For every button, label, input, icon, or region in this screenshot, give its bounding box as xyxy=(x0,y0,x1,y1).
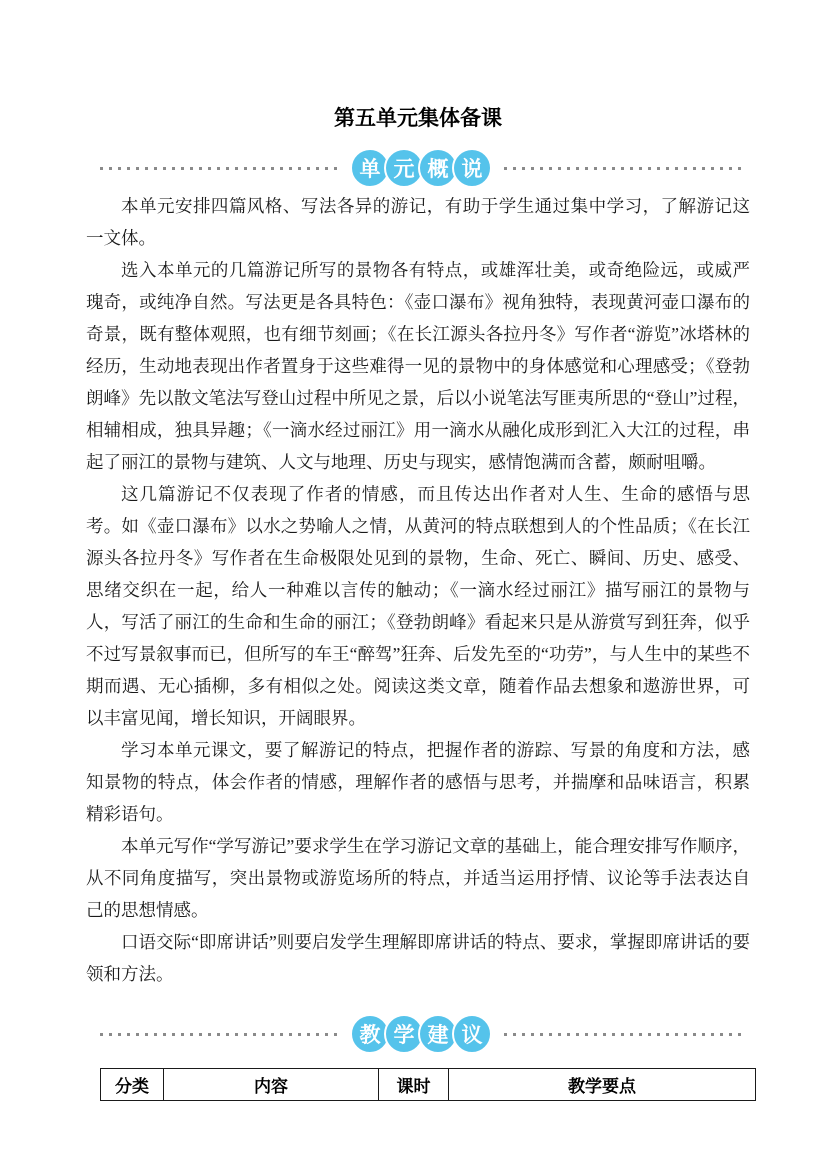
table-header-category: 分类 xyxy=(101,1069,164,1101)
overview-paragraph: 这几篇游记不仅表现了作者的情感，而且传达出作者对人生、生命的感悟与思考。如《壶口瀑布》以水之势喻人之情，从黄河的特点联想到人的个性品质；《在长江源头各拉丹冬》写作者在生命极限处见到的景物，生命、死亡、瞬间、历史、感受、思绪交织在一起，给人一种难以言传的触动；《一滴水经过丽江》描写丽江的景物与人，写活了丽江的生命和生命的丽江；《登勃朗峰》看起来只是从游赏写到狂奔，似乎不过写景叙事而已，但所写的车王“醉驾”狂奔、后发先至的“功劳”，与人生中的某些不期而遇、无心插柳，多有相似之处。阅读这类文章，随着作品去想象和遨游世界，可以丰富见闻，增长知识，开阔眼界。 xyxy=(86,484,750,728)
badge-circle-icon: 教 xyxy=(350,1014,390,1054)
unit-overview-body xyxy=(86,190,750,990)
overview-paragraph: 本单元写作“学写游记”要求学生在学习游记文章的基础上，能合理安排写作顺序，从不同角度描写，突出景物或游览场所的特点，并适当运用抒情、议论等手法表达自己的思想情感。 xyxy=(86,836,750,920)
overview-paragraph: 本单元安排四篇风格、写法各异的游记，有助于学生通过集中学习，了解游记这一文体。 xyxy=(86,196,750,248)
badge-circle-icon: 单 xyxy=(350,148,390,188)
dotted-rule-right xyxy=(504,1033,742,1036)
badge-circle-icon: 说 xyxy=(452,148,492,188)
overview-paragraph: 学习本单元课文，要了解游记的特点，把握作者的游踪、写景的角度和方法，感知景物的特点，体会作者的情感，理解作者的感悟与思考，并揣摩和品味语言，积累精彩语句。 xyxy=(86,740,750,824)
badge-circle-icon: 元 xyxy=(384,148,424,188)
badge-circle-icon: 建 xyxy=(418,1014,458,1054)
teaching-plan-table xyxy=(100,1068,756,1101)
badge-circle-icon: 议 xyxy=(452,1014,492,1054)
badge-circle-icon: 概 xyxy=(418,148,458,188)
table-header-row xyxy=(101,1069,756,1101)
unit-overview-badge xyxy=(350,148,492,188)
badge-circle-icon: 学 xyxy=(384,1014,424,1054)
dotted-rule-right xyxy=(504,167,742,170)
table-header-content: 内容 xyxy=(164,1069,379,1101)
overview-paragraph: 选入本单元的几篇游记所写的景物各有特点，或雄浑壮美，或奇绝险远，或威严瑰奇，或纯净自然。写法更是各具特色：《壶口瀑布》视角独特，表现黄河壶口瀑布的奇景，既有整体观照，也有细节刻画；《在长江源头各拉丹冬》写作者“游览”冰塔林的经历，生动地表现出作者置身于这些难得一见的景物中的身体感觉和心理感受；《登勃朗峰》先以散文笔法写登山过程中所见之景，后以小说笔法写匪夷所思的“登山”过程，相辅相成，独具异趣；《一滴水经过丽江》用一滴水从融化成形到汇入大江的过程，串起了丽江的景物与建筑、人文与地理、历史与现实，感情饱满而含蓄，颇耐咀嚼。 xyxy=(86,260,750,472)
dotted-rule-left xyxy=(100,167,338,170)
overview-paragraph: 口语交际“即席讲话”则要启发学生理解即席讲话的特点、要求，掌握即席讲话的要领和方法。 xyxy=(86,932,750,984)
section-header-suggestions xyxy=(86,1014,750,1054)
dotted-rule-left xyxy=(100,1033,338,1036)
teaching-suggestions-badge xyxy=(350,1014,492,1054)
section-header-overview xyxy=(86,148,750,188)
table-header-points: 教学要点 xyxy=(449,1069,756,1101)
page-title: 第五单元集体备课 xyxy=(334,107,502,130)
table-header-lessons: 课时 xyxy=(379,1069,449,1101)
